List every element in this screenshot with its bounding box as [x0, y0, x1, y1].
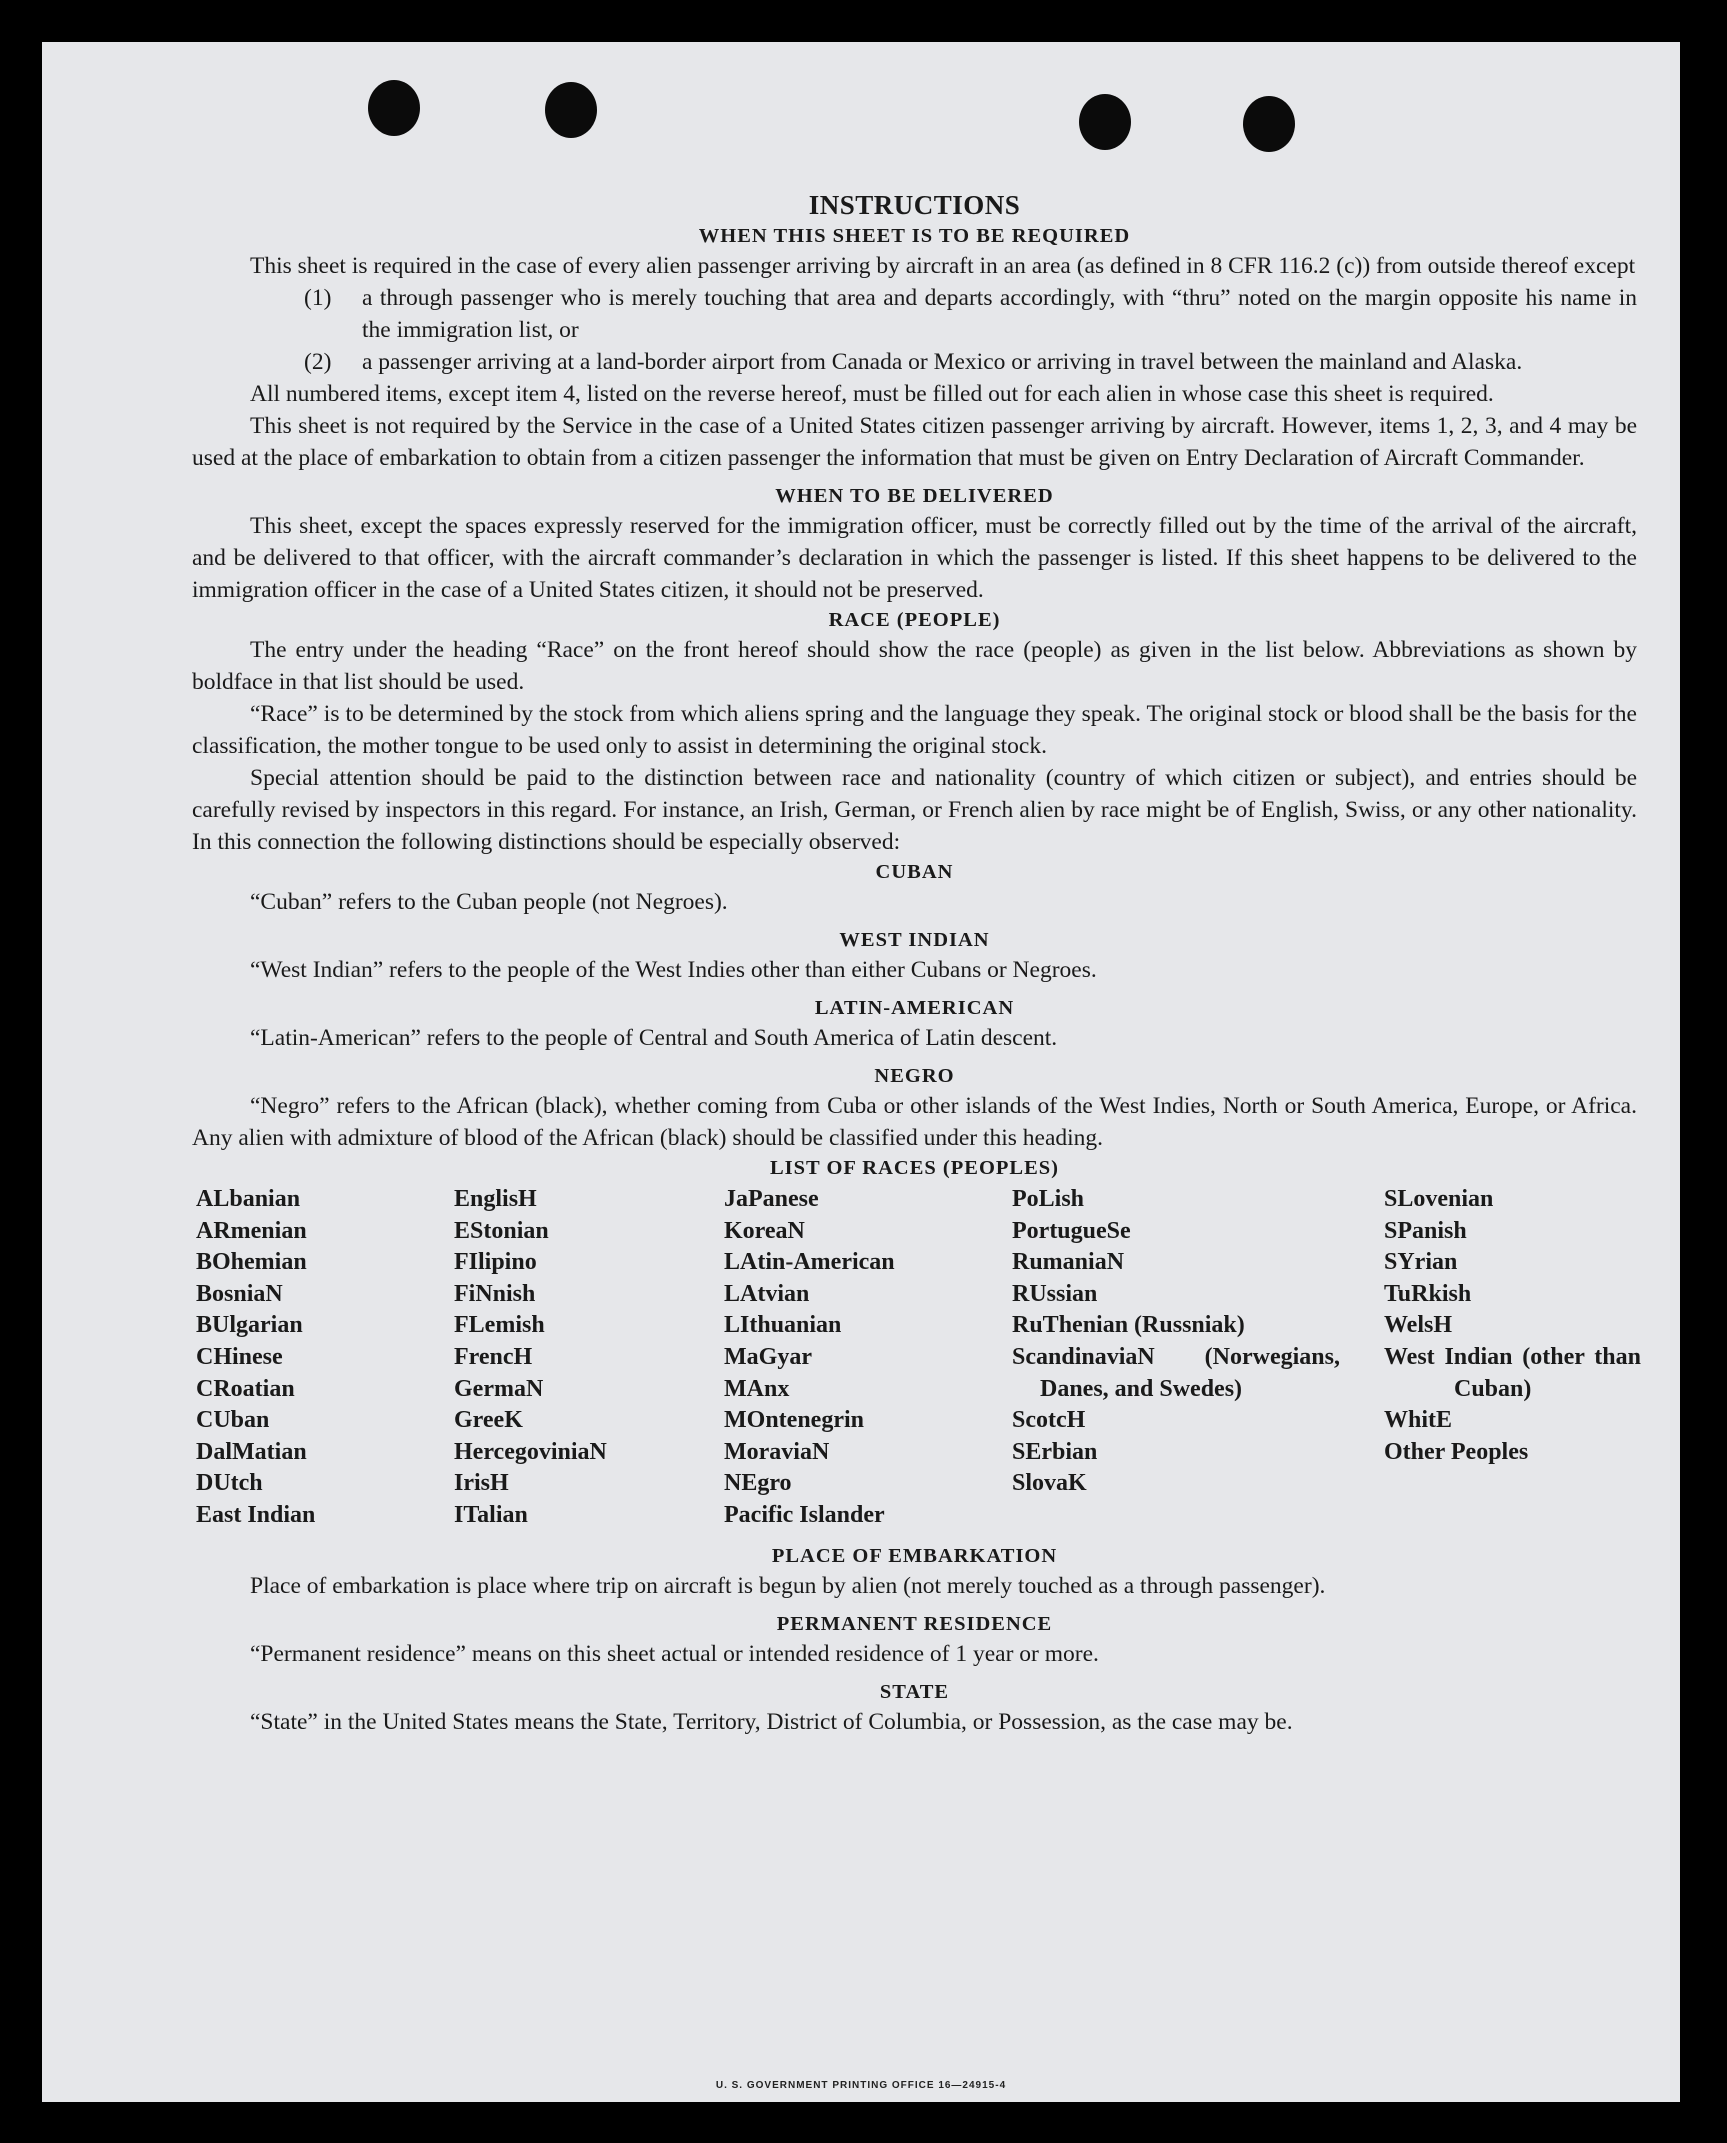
- heading-race: RACE (PEOPLE): [828, 609, 1001, 631]
- item-text: a through passenger who is merely touching that area and departs accordingly, with “thru” noted on the margin opposite his name in the immigration list, or: [362, 285, 1637, 343]
- race-entry: SLovenian: [1384, 1186, 1494, 1212]
- when-required-para: This sheet is not required by the Service in the case of a United States citizen passenger arriving by aircraft. However, items 1, 2, 3, and 4 may be used at the place of embarkation to obtain from a citizen passenger the information that must be given on Entry Declaration of Aircraft Commander.: [192, 413, 1637, 471]
- heading-races-list: LIST OF RACES (PEOPLES): [770, 1157, 1059, 1179]
- residence-text: “Permanent residence” means on this sheet actual or intended residence of 1 year or more.: [250, 1640, 1099, 1667]
- punch-hole: [545, 82, 597, 138]
- document-sheet: [42, 42, 1680, 2102]
- races-column: [454, 1184, 724, 1532]
- race-entry: SYrian: [1384, 1249, 1458, 1276]
- race-entry: CHinese: [196, 1343, 283, 1370]
- printer-imprint: U. S. GOVERNMENT PRINTING OFFICE 16—24915-4: [715, 2080, 1007, 2091]
- race-entry: SErbian: [1012, 1438, 1098, 1465]
- punch-hole: [1243, 96, 1295, 152]
- when-delivered-text: This sheet, except the spaces expressly reserved for the immigration officer, must be correctly filled out by the time of the arrival of the aircraft, and be delivered to that officer, with the aircraft commander’s declaration in which the passenger is listed. If this sheet happens to be delivered to the immigration officer in the case of a United States citizen, it should not be preserved.: [192, 513, 1637, 603]
- race-entry: LAtin-American: [724, 1249, 895, 1276]
- race-entry: WelsH: [1384, 1312, 1453, 1339]
- races-column: [724, 1184, 1012, 1532]
- heading-negro: NEGRO: [874, 1065, 955, 1087]
- race-entry: FiNnish: [454, 1280, 536, 1307]
- race-entry: CRoatian: [196, 1375, 295, 1402]
- when-required-intro: This sheet is required in the case of every alien passenger arriving by aircraft in an area (as defined in 8 CFR 116.2 (c)) from outside thereof except: [250, 253, 1636, 279]
- race-entry: SlovaK: [1012, 1470, 1087, 1497]
- heading-when-delivered: WHEN TO BE DELIVERED: [775, 485, 1054, 507]
- race-entry: HercegoviniaN: [454, 1438, 607, 1465]
- race-entry: LIthuanian: [724, 1312, 842, 1339]
- race-entry: FLemish: [454, 1312, 545, 1339]
- race-entry: MoraviaN: [724, 1438, 830, 1465]
- heading-state: STATE: [879, 1680, 950, 1703]
- races-column: [196, 1184, 454, 1532]
- race-entry: ARmenian: [196, 1217, 307, 1244]
- race-entry: MAnx: [724, 1375, 790, 1402]
- race-entry: Other Peoples: [1384, 1438, 1529, 1465]
- race-entry: GreeK: [454, 1407, 523, 1434]
- race-entry: FrencH: [454, 1343, 533, 1370]
- race-entry: GermaN: [454, 1375, 544, 1402]
- race-entry: IrisH: [454, 1470, 509, 1497]
- exception-item: [192, 282, 1637, 346]
- race-entry: MOntenegrin: [724, 1407, 864, 1434]
- race-entry: RumaniaN: [1012, 1249, 1125, 1276]
- race-entry: EStonian: [454, 1217, 549, 1244]
- race-entry: MaGyar: [724, 1343, 812, 1370]
- latin-american-text: “Latin-American” refers to the people of Central and South America of Latin descent.: [250, 1025, 1058, 1051]
- heading-west-indian: WEST INDIAN: [839, 929, 990, 951]
- negro-text: “Negro” refers to the African (black), whether coming from Cuba or other islands of the West Indies, North or South America, Europe, or Africa. Any alien with admixture of blood of the African (black) should be classified under this heading.: [192, 1093, 1637, 1151]
- heading-embarkation: PLACE OF EMBARKATION: [771, 1544, 1058, 1567]
- races-column: [1012, 1184, 1384, 1532]
- race-entry: BOhemian: [196, 1249, 307, 1276]
- race-entry: PortugueSe: [1012, 1217, 1131, 1244]
- item-number: (2): [304, 349, 332, 375]
- race-entry: Pacific Islander: [724, 1501, 885, 1528]
- cuban-text: “Cuban” refers to the Cuban people (not Negroes).: [250, 889, 728, 915]
- race-para: “Race” is to be determined by the stock from which aliens spring and the language they speak. The original stock or blood shall be the basis for the classification, the mother tongue to be used only to assist in determining the original stock.: [192, 701, 1637, 759]
- race-entry: SPanish: [1384, 1217, 1467, 1244]
- race-entry: LAtvian: [724, 1280, 810, 1307]
- exception-item: [192, 346, 1637, 378]
- race-entry: EnglisH: [454, 1186, 537, 1212]
- heading-latin-american: LATIN-AMERICAN: [814, 997, 1015, 1019]
- race-entry: ITalian: [454, 1501, 528, 1528]
- races-column: [1384, 1184, 1641, 1532]
- race-entry: ScandinaviaN (Norwegians, Danes, and Swedes): [1012, 1343, 1340, 1402]
- when-required-para: All numbered items, except item 4, listed on the reverse hereof, must be filled out for each alien in whose case this sheet is required.: [250, 381, 1494, 407]
- race-entry: WhitE: [1384, 1407, 1453, 1434]
- race-entry: RuThenian (Russniak): [1012, 1312, 1245, 1339]
- embarkation-text: Place of embarkation is place where trip on aircraft is begun by alien (not merely touched as a through passenger).: [250, 1572, 1326, 1599]
- race-entry: JaPanese: [724, 1186, 819, 1212]
- race-entry: ALbanian: [196, 1186, 301, 1212]
- heading-cuban: CUBAN: [875, 861, 954, 883]
- race-entry: PoLish: [1012, 1186, 1085, 1212]
- heading-when-required: WHEN THIS SHEET IS TO BE REQUIRED: [698, 225, 1131, 247]
- race-entry: ScotcH: [1012, 1407, 1086, 1434]
- race-entry: NEgro: [724, 1470, 792, 1497]
- race-entry: West Indian (other than Cuban): [1384, 1343, 1641, 1402]
- item-number: (1): [304, 285, 332, 311]
- race-para: The entry under the heading “Race” on the front hereof should show the race (people) as given in the list below. Abbreviations as shown by boldface in that list should be used.: [192, 637, 1637, 695]
- punch-hole: [1079, 94, 1131, 150]
- page-title: INSTRUCTIONS: [808, 190, 1021, 220]
- race-entry: KoreaN: [724, 1217, 805, 1244]
- races-list: [196, 1184, 1641, 1532]
- punch-hole: [368, 80, 420, 136]
- race-entry: CUban: [196, 1407, 270, 1434]
- race-para: Special attention should be paid to the distinction between race and nationality (country of which citizen or subject), and entries should be carefully revised by inspectors in this regard. For instance, an Irish, German, or French alien by race might be of English, Swiss, or any other nationality. In this connection the following distinctions should be especially observed:: [192, 765, 1637, 855]
- item-text: a passenger arriving at a land-border airport from Canada or Mexico or arriving in travel between the mainland and Alaska.: [362, 349, 1523, 375]
- race-entry: BosniaN: [196, 1280, 283, 1307]
- race-entry: RUssian: [1012, 1280, 1098, 1307]
- race-entry: DalMatian: [196, 1438, 307, 1465]
- race-entry: DUtch: [196, 1470, 263, 1497]
- instructions-body: [192, 188, 1641, 1738]
- race-entry: BUlgarian: [196, 1312, 303, 1339]
- race-entry: East Indian: [196, 1501, 316, 1528]
- race-entry: TuRkish: [1384, 1280, 1472, 1307]
- race-entry: FIlipino: [454, 1249, 537, 1276]
- west-indian-text: “West Indian” refers to the people of the West Indies other than either Cubans or Negroes.: [250, 957, 1097, 983]
- heading-residence: PERMANENT RESIDENCE: [776, 1612, 1053, 1635]
- state-text: “State” in the United States means the State, Territory, District of Columbia, or Possession, as the case may be.: [250, 1708, 1293, 1735]
